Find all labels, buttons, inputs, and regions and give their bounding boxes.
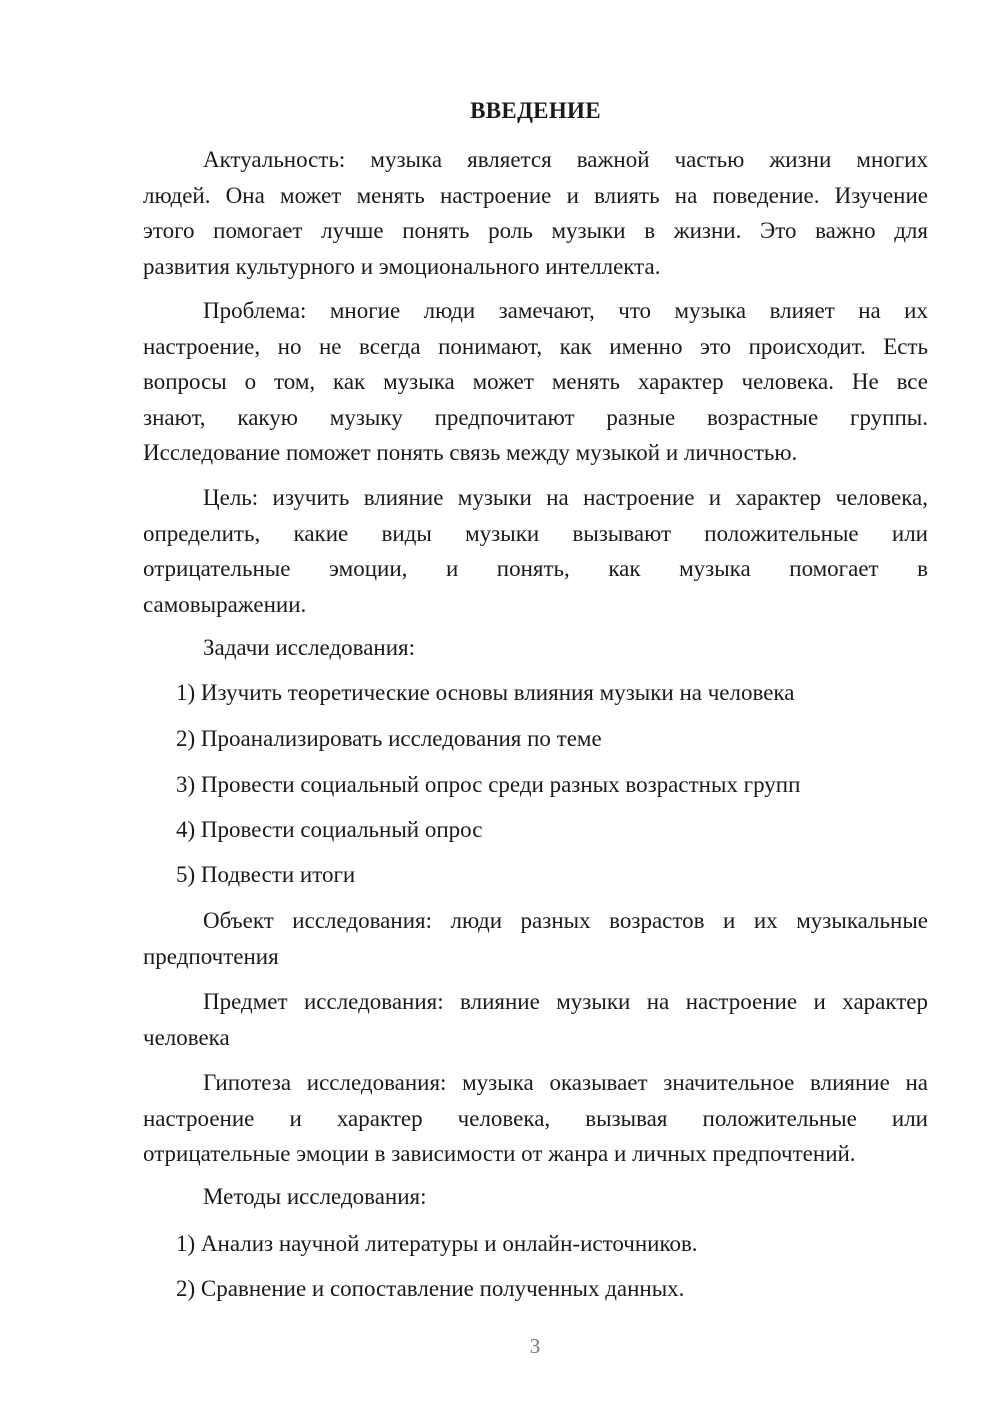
page-title: ВВЕДЕНИЕ — [470, 98, 601, 123]
paragraph-line: Объект исследования: люди разных возрастов и их музыкальные — [203, 908, 928, 933]
paragraph-hypothesis — [143, 1065, 928, 1172]
paragraph-relevance — [143, 142, 928, 284]
paragraph-line: развития культурного и эмоционального интеллекта. — [143, 253, 661, 279]
paragraph-line: этого помогает лучше понять роль музыки в жизни. Это важно для — [143, 218, 928, 243]
paragraph-goal — [143, 480, 928, 622]
task-item: 3) Провести социальный опрос среди разных возрастных групп — [176, 772, 801, 797]
paragraph-line: предпочтения — [143, 943, 279, 969]
paragraph-line: вопросы о том, как музыка может менять характер человека. Не все — [143, 369, 928, 394]
task-item: 2) Проанализировать исследования по теме — [176, 726, 602, 751]
paragraph-line: определить, какие виды музыки вызывают положительные или — [143, 520, 928, 546]
page-number: 3 — [529, 1334, 541, 1358]
tasks-label: Задачи исследования: — [203, 635, 416, 660]
paragraph-line: Гипотеза исследования: музыка оказывает значительное влияние на — [203, 1070, 928, 1095]
paragraph-line: Предмет исследования: влияние музыки на настроение и характер — [203, 989, 928, 1014]
method-item: 1) Анализ научной литературы и онлайн-источников. — [176, 1231, 698, 1256]
paragraph-line: людей. Она может менять настроение и влиять на поведение. Изучение — [143, 182, 928, 208]
paragraph-line: отрицательные эмоции в зависимости от жанра и личных предпочтений. — [143, 1141, 856, 1166]
paragraph-subject — [143, 984, 928, 1055]
paragraph-object — [143, 903, 928, 974]
task-item: 4) Провести социальный опрос — [176, 817, 483, 842]
paragraph-line: отрицательные эмоции, и понять, как музыка помогает в — [143, 556, 928, 581]
paragraph-line: знают, какую музыку предпочитают разные возрастные группы. — [143, 404, 928, 430]
task-item: 5) Подвести итоги — [176, 862, 356, 887]
paragraph-line: человека — [143, 1024, 230, 1050]
paragraph-line: самовыражении. — [143, 591, 307, 617]
paragraph-line: настроение, но не всегда понимают, как именно это происходит. Есть — [143, 333, 928, 359]
methods-label: Методы исследования: — [203, 1184, 427, 1209]
paragraph-line: Проблема: многие люди замечают, что музыка влияет на их — [203, 298, 928, 323]
method-item: 2) Сравнение и сопоставление полученных данных. — [176, 1276, 685, 1301]
paragraph-line: Цель: изучить влияние музыки на настроение и характер человека, — [203, 485, 928, 510]
task-item: 1) Изучить теоретические основы влияния музыки на человека — [176, 680, 795, 705]
paragraph-problem — [143, 293, 928, 471]
paragraph-line: настроение и характер человека, вызывая положительные или — [143, 1105, 928, 1131]
paragraph-line: Актуальность: музыка является важной частью жизни многих — [203, 147, 928, 172]
paragraph-line: Исследование поможет понять связь между музыкой и личностью. — [143, 440, 798, 465]
